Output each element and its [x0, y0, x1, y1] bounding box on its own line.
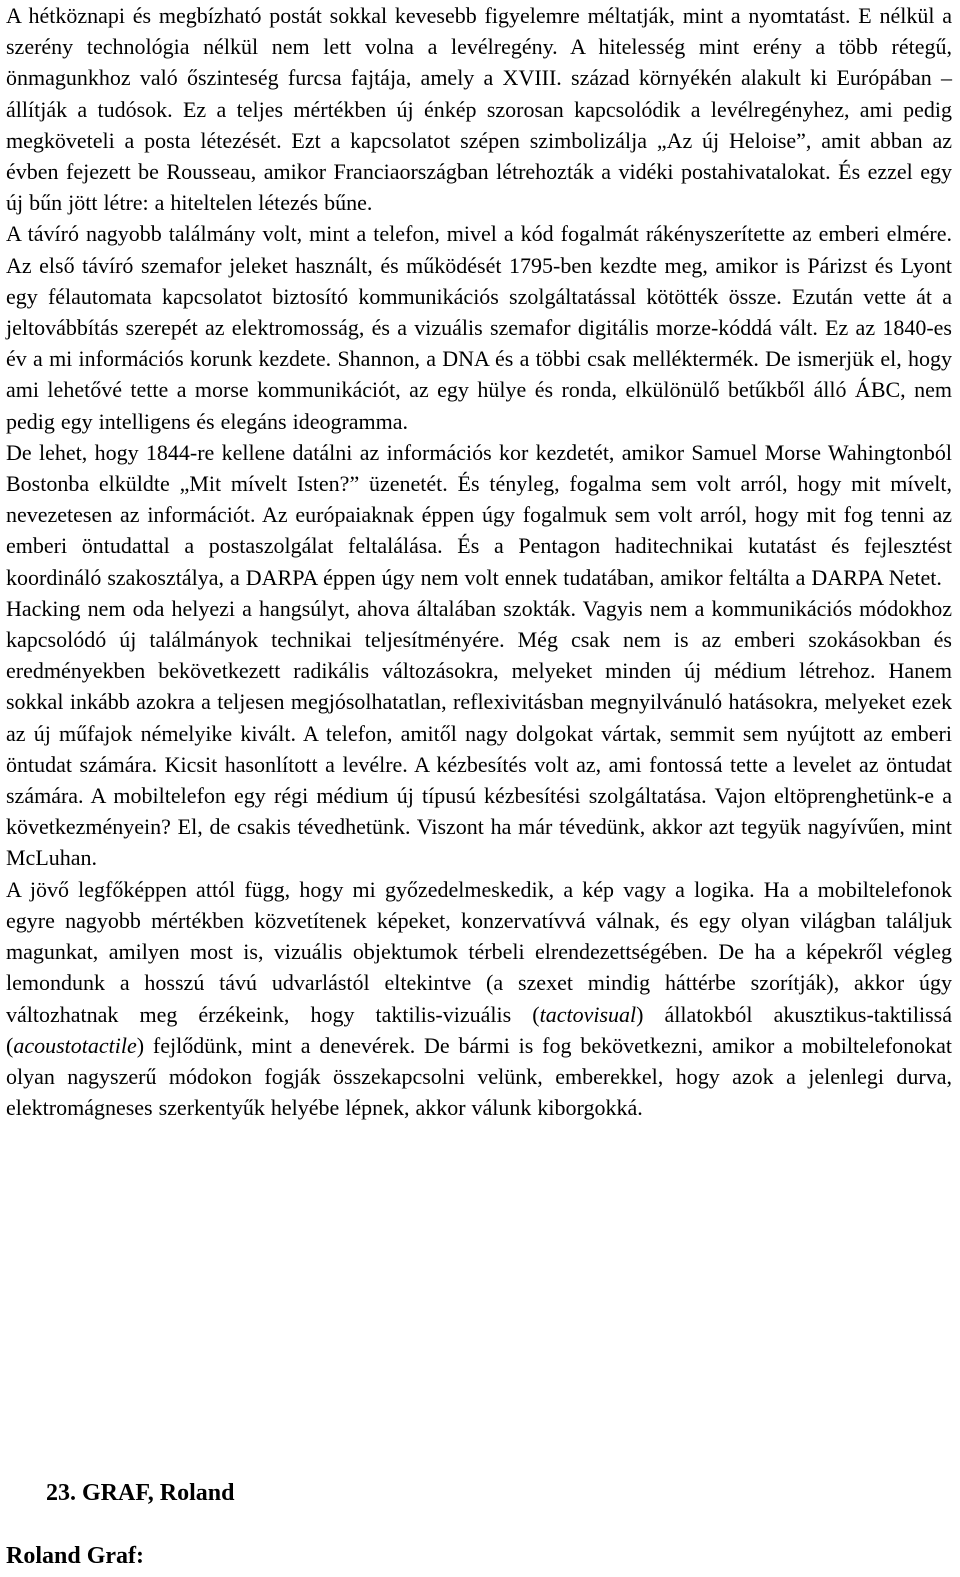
document-body	[6, 0, 952, 1123]
term-tactovisual: tactovisual	[539, 1001, 637, 1027]
paragraph-jovo-part-3: ) fejlődünk, mint a denevérek. De bármi is fog bekövetkezni, amikor a mobiltelefonokat olyan nagyszerű módokon fogják összekapcsolni velünk, emberekkel, hogy azok a jelenlegi durva, elektromágneses szerkentyűk helyébe lépnek, akkor válunk kiborgokká.	[6, 1032, 952, 1121]
paragraph-taviro: A távíró nagyobb találmány volt, mint a telefon, mivel a kód fogalmát rákényszerítette az emberi elmére. Az első távíró szemafor jeleket használt, és működését 1795-ben kezdte meg, amikor is Párizst és Lyont egy félautomata kapcsolatot biztosító kommunikációs szolgáltatással kötötték össze. Ezután vette át a jeltovábbítás szerepét az elektromosság, és a vizuális szemafor digitális morze-kóddá vált. Ez az 1840-es év a mi információs korunk kezdete. Shannon, a DNA és a többi csak melléktermék. De ismerjük el, hogy ami lehetővé tette a morse kommunikációt, az egy hülye és ronda, elkülönülő betűkből álló ÁBC, nem pedig egy intelligens és elegáns ideogramma.	[6, 221, 952, 434]
paragraph-jovo	[6, 874, 952, 1124]
paragraph-morse: De lehet, hogy 1844-re kellene datálni az információs kor kezdetét, amikor Samuel Morse Wahingtonból Bostonba elküldte „Mit mívelt Isten?” üzenetét. És tényleg, fogalma sem volt arról, hogy mit mívelt, nevezetesen az információt. Az európaiaknak éppen úgy fogalmuk sem volt arról, hogy mit fog tenni az emberi öntudattal a postaszolgálat feltalálása. És a Pentagon haditechnikai kutatást és fejlesztést koordináló szakosztálya, a DARPA éppen úgy nem volt ennek tudatában, amikor feltálta a DARPA Netet.	[6, 439, 952, 590]
author-heading: Roland Graf:	[6, 1543, 144, 1569]
paragraph-hacking: Hacking nem oda helyezi a hangsúlyt, ahova általában szokták. Vagyis nem a kommunikációs módokhoz kapcsolódó új találmányok technikai teljesítményére. Még csak nem is az emberi szokásokban és eredményekben bekövetkezett radikális változásokra, melyeket minden új médium létrehoz. Hanem sokkal inkább azokra a teljesen megjósolhatatlan, reflexivitásban megnyilvánuló hatásokra, melyeket ezek az új műfajok némelyike kivált. A telefon, amitől nagy dolgokat vártak, semmit sem nyújtott az emberi öntudat számára. Kicsit hasonlított a levélre. A kézbesítés volt az, ami fontossá tette a levelet az öntudat számára. A mobiltelefon egy régi médium új típusú kézbesítési szolgáltatása. Vajon eltöprenghetünk-e a következményein? El, de csakis tévedhetünk. Viszont ha már tévedünk, akkor azt tegyük nagyívűen, mint McLuhan.	[6, 595, 952, 871]
term-acoustotactile: acoustotactile	[13, 1032, 137, 1058]
paragraph-jovo-part-2: ) állatokból akusztikus-taktilissá (	[6, 1001, 952, 1058]
paragraph-posta: A hétköznapi és megbízható postát sokkal kevesebb figyelemre méltatják, mint a nyomtatást. E nélkül a szerény technológia nélkül nem lett volna a levélregény. A hitelesség mint erény a több rétegű, önmagunkhoz való őszinteség furcsa fajtája, amely a XVIII. század környékén alakult ki Európában – állítják a tudósok. Ez a teljes mértékben új énkép szorosan kapcsolódik a levélregényhez, ami pedig megköveteli a posta létezését. Ezt a kapcsolatot szépen szimbolizálja „Az új Heloise”, amit abban az évben fejezett be Rousseau, amikor Franciaországban létrehozták a vidéki postahivatalokat. És ezzel egy új bűn jött létre: a hiteltelen létezés bűne.	[6, 3, 952, 216]
section-heading: 23. GRAF, Roland	[46, 1480, 235, 1506]
paragraph-jovo-part-1: A jövő legfőképpen attól függ, hogy mi győzedelmeskedik, a kép vagy a logika. Ha a mobiltelefonok egyre nagyobb mértékben közvetítenek képeket, konzervatívvá válnak, és egy olyan világban találjuk magunkat, amilyen most is, vizuális objektumok térbeli elrendezettségében. De ha a képekről végleg lemondunk a hosszú távú udvarlástól eltekintve (a szexet mindig háttérbe szorítják), akkor úgy változhatnak meg érzékeink, hogy taktilis-vizuális (	[6, 876, 952, 1027]
